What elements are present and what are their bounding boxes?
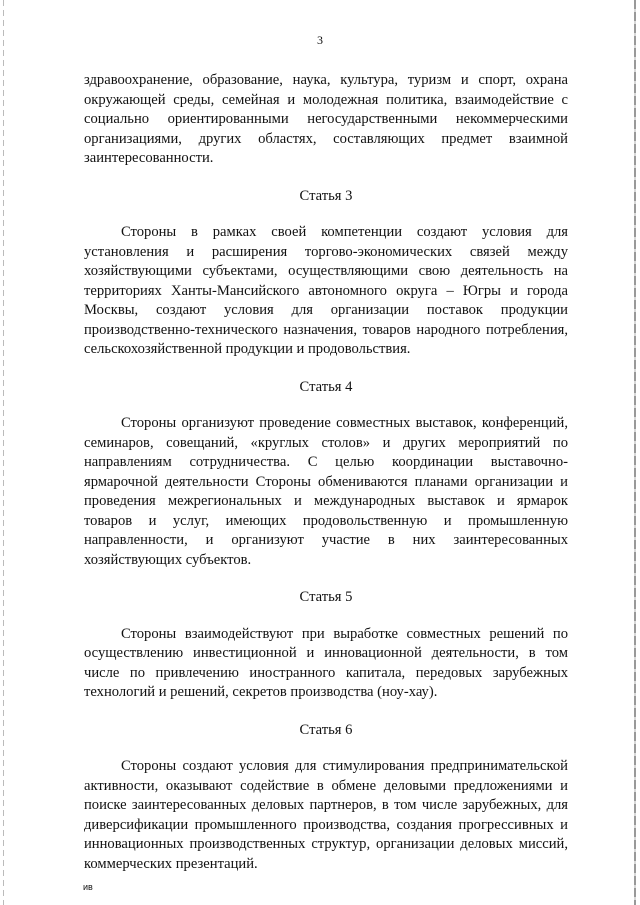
article-6-heading: Статья 6: [299, 721, 353, 738]
scan-edge-right: [634, 0, 636, 905]
page-number: 3: [317, 33, 323, 47]
intro-paragraph: здравоохранение, образование, наука, культура, туризм и спорт, охрана окружающей среды, семейная и молодежная политика, взаимодействие с социально ориентированными негосударственными некоммерческими организациями, других областях, составляющих предмет взаимной заинтересованности.: [84, 72, 568, 166]
document-body: [84, 71, 568, 874]
article-3-heading: Статья 3: [299, 187, 353, 204]
article-5-text: Стороны взаимодействуют при выработке совместных решений по осуществлению инвестиционной и инновационной деятельности, в том числе по привлечению иностранного капитала, передовых зарубежных технологий и решений, секретов производства (ноу-хау).: [84, 625, 568, 700]
scan-edge-left: [3, 0, 4, 905]
corner-mark: ив: [83, 882, 93, 892]
article-4-heading: Статья 4: [299, 378, 353, 395]
article-6-text: Стороны создают условия для стимулирования предпринимательской активности, оказывают содействие в обмене деловыми предложениями и поиске заинтересованных деловых партнеров, в том числе зарубежных, для диверсификации промышленного производства, создания прогрессивных и инновационных производственных структур, организации деловых миссий, коммерческих презентаций.: [84, 758, 568, 872]
article-3-text: Стороны в рамках своей компетенции создают условия для установления и расширения торгово-экономических связей между хозяйствующими субъектами, осуществляющими свою деятельность на территориях Ханты-Мансийского автономного округа – Югры и города Москвы, создают условия для организации поставок продукции производственно-технического назначения, товаров народного потребления, сельскохозяйственной продукции и продовольствия.: [84, 224, 568, 357]
article-4-text: Стороны организуют проведение совместных выставок, конференций, семинаров, совещаний, «круглых столов» и других мероприятий по направлениям сотрудничества. С целью координации выставочно-ярмарочной деятельности Стороны обмениваются планами организации и проведения межрегиональных и международных выставок и ярмарок товаров и услуг, имеющих продовольственную и промышленную направленности, и организуют участие в них заинтересованных хозяйствующих субъектов.: [84, 415, 568, 568]
article-5-heading: Статья 5: [299, 589, 353, 605]
